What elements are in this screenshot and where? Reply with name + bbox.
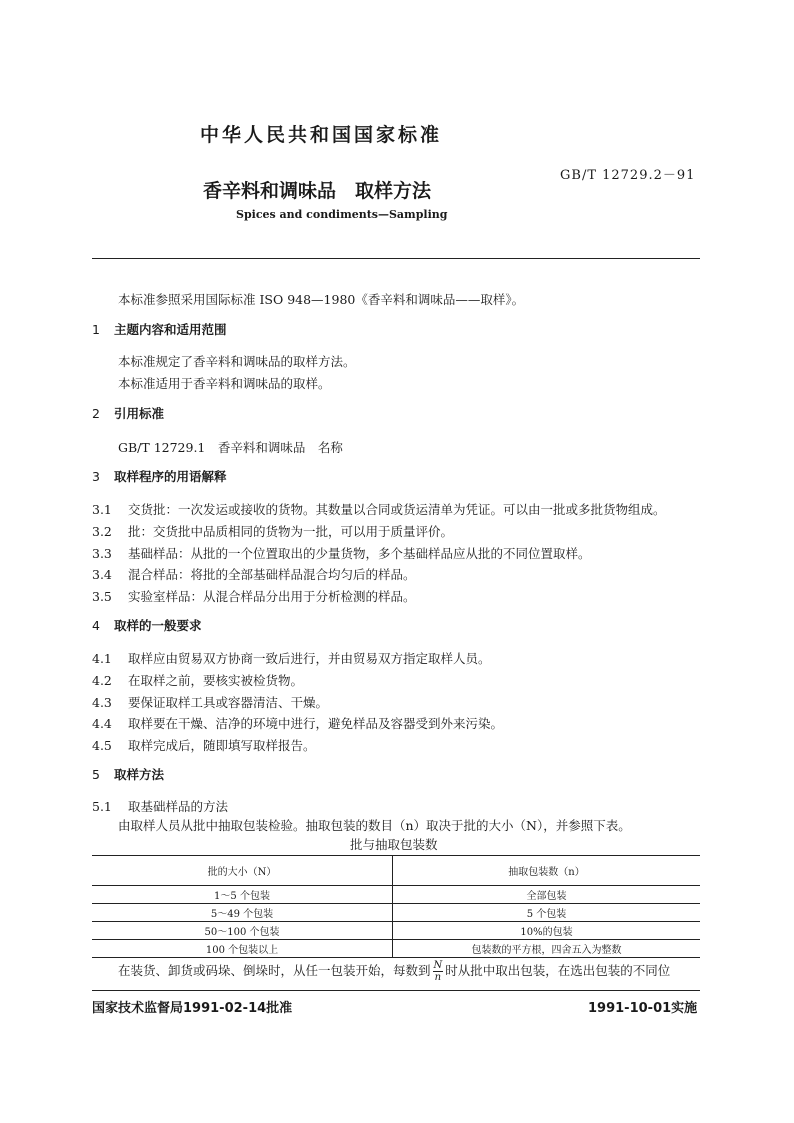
section-number: 1 bbox=[92, 322, 100, 337]
clause-text: 实验室样品：从混合样品分出用于分析检测的样品。 bbox=[128, 589, 416, 604]
section-title: 主题内容和适用范围 bbox=[114, 322, 227, 337]
clause-text: 要保证取样工具或容器清洁、干燥。 bbox=[128, 695, 329, 710]
table-header-row bbox=[92, 856, 700, 886]
section-1-paragraph-2: 本标准适用于香辛料和调味品的取样。 bbox=[118, 376, 331, 391]
column-header: 批的大小（N） bbox=[92, 856, 393, 886]
clause-4-2 bbox=[92, 671, 303, 689]
document-code: GB/T 12729.2－91 bbox=[560, 168, 696, 183]
clause-text: 取样要在干燥、洁净的环境中进行，避免样品及容器受到外来污染。 bbox=[128, 716, 504, 731]
table-cell: 包装数的平方根，四舍五入为整数 bbox=[393, 940, 701, 958]
table-cell: 50～100 个包装 bbox=[92, 922, 393, 940]
clause-5-1 bbox=[92, 797, 228, 815]
clause-text: 取基础样品的方法 bbox=[128, 799, 229, 814]
clause-number: 3.3 bbox=[92, 546, 112, 561]
section-number: 2 bbox=[92, 406, 100, 421]
clause-3-5 bbox=[92, 587, 416, 605]
clause-text: 取样应由贸易双方协商一致后进行，并由贸易双方指定取样人员。 bbox=[128, 651, 491, 666]
fraction-n-over-n bbox=[433, 960, 444, 983]
approval-line: 国家技术监督局1991-02-14批准 bbox=[92, 1001, 293, 1016]
standard-type-heading: 中华人民共和国国家标准 bbox=[200, 124, 443, 146]
table-cell: 5～49 个包装 bbox=[92, 904, 393, 922]
section-5-paragraph-2 bbox=[118, 960, 670, 983]
clause-number: 3.5 bbox=[92, 589, 112, 604]
section-number: 3 bbox=[92, 469, 100, 484]
clause-text: 批：交货批中品质相同的货物为一批，可以用于质量评价。 bbox=[128, 524, 454, 539]
clause-number: 4.5 bbox=[92, 738, 112, 753]
table-cell: 10%的包装 bbox=[393, 922, 701, 940]
section-title: 取样程序的用语解释 bbox=[114, 469, 227, 484]
clause-number: 3.1 bbox=[92, 502, 112, 517]
implementation-date: 1991-10-01实施 bbox=[588, 1001, 698, 1016]
fraction-numerator: N bbox=[433, 960, 443, 971]
section-title: 取样方法 bbox=[114, 767, 165, 782]
clause-number: 4.1 bbox=[92, 651, 112, 666]
table-cell: 1～5 个包装 bbox=[92, 886, 393, 904]
clause-number: 4.3 bbox=[92, 695, 112, 710]
clause-text: 基础样品：从批的一个位置取出的少量货物，多个基础样品应从批的不同位置取样。 bbox=[128, 546, 591, 561]
page-title: 香辛料和调味品 取样方法 bbox=[203, 180, 432, 202]
paragraph-text-before: 在装货、卸货或码垛、倒垛时，从任一包装开始，每数到 bbox=[118, 963, 431, 978]
clause-number: 3.4 bbox=[92, 567, 112, 582]
page-subtitle-english: Spices and condiments—Sampling bbox=[236, 208, 448, 221]
clause-4-3 bbox=[92, 693, 328, 711]
footer-divider bbox=[92, 990, 700, 991]
clause-text: 在取样之前，要核实被检货物。 bbox=[128, 673, 304, 688]
paragraph-text-after: 时从批中取出包装，在选出包装的不同位 bbox=[445, 963, 671, 978]
section-title: 取样的一般要求 bbox=[114, 618, 202, 633]
section-number: 5 bbox=[92, 767, 100, 782]
referenced-standard: GB/T 12729.1 香辛料和调味品 名称 bbox=[118, 440, 343, 455]
clause-text: 交货批：一次发运或接收的货物。其数量以合同或货运清单为凭证。可以由一批或多批货物组成。 bbox=[128, 502, 666, 517]
clause-number: 4.2 bbox=[92, 673, 112, 688]
section-number: 4 bbox=[92, 618, 100, 633]
table-row bbox=[92, 922, 700, 940]
section-3-heading bbox=[92, 467, 227, 485]
clause-number: 3.2 bbox=[92, 524, 112, 539]
clause-3-3 bbox=[92, 544, 591, 562]
section-1-paragraph-1: 本标准规定了香辛料和调味品的取样方法。 bbox=[118, 354, 356, 369]
clause-3-4 bbox=[92, 565, 416, 583]
clause-3-1 bbox=[92, 500, 666, 518]
table-cell: 5 个包装 bbox=[393, 904, 701, 922]
header-divider bbox=[92, 258, 700, 259]
intro-paragraph: 本标准参照采用国际标准 ISO 948—1980《香辛料和调味品——取样》。 bbox=[118, 292, 525, 307]
clause-text: 取样完成后，随即填写取样报告。 bbox=[128, 738, 316, 753]
clause-text: 混合样品：将批的全部基础样品混合均匀后的样品。 bbox=[128, 567, 416, 582]
section-2-heading bbox=[92, 404, 164, 422]
fraction-denominator: n bbox=[434, 972, 442, 983]
clause-number: 5.1 bbox=[92, 799, 112, 814]
clause-3-2 bbox=[92, 522, 453, 540]
table-row bbox=[92, 904, 700, 922]
clause-4-5 bbox=[92, 736, 316, 754]
column-header: 抽取包装数（n） bbox=[393, 856, 701, 886]
section-4-heading bbox=[92, 616, 202, 634]
clause-number: 4.4 bbox=[92, 716, 112, 731]
section-1-heading bbox=[92, 320, 227, 338]
section-5-heading bbox=[92, 765, 164, 783]
table-row bbox=[92, 940, 700, 958]
section-5-paragraph-1: 由取样人员从批中抽取包装检验。抽取包装的数目（n）取决于批的大小（N），并参照下表。 bbox=[118, 818, 631, 833]
table-cell: 全部包装 bbox=[393, 886, 701, 904]
section-title: 引用标准 bbox=[114, 406, 165, 421]
table-caption: 批与抽取包装数 bbox=[350, 837, 438, 852]
clause-4-1 bbox=[92, 649, 491, 667]
table-row bbox=[92, 886, 700, 904]
clause-4-4 bbox=[92, 714, 503, 732]
sampling-table bbox=[92, 855, 700, 958]
table-cell: 100 个包装以上 bbox=[92, 940, 393, 958]
